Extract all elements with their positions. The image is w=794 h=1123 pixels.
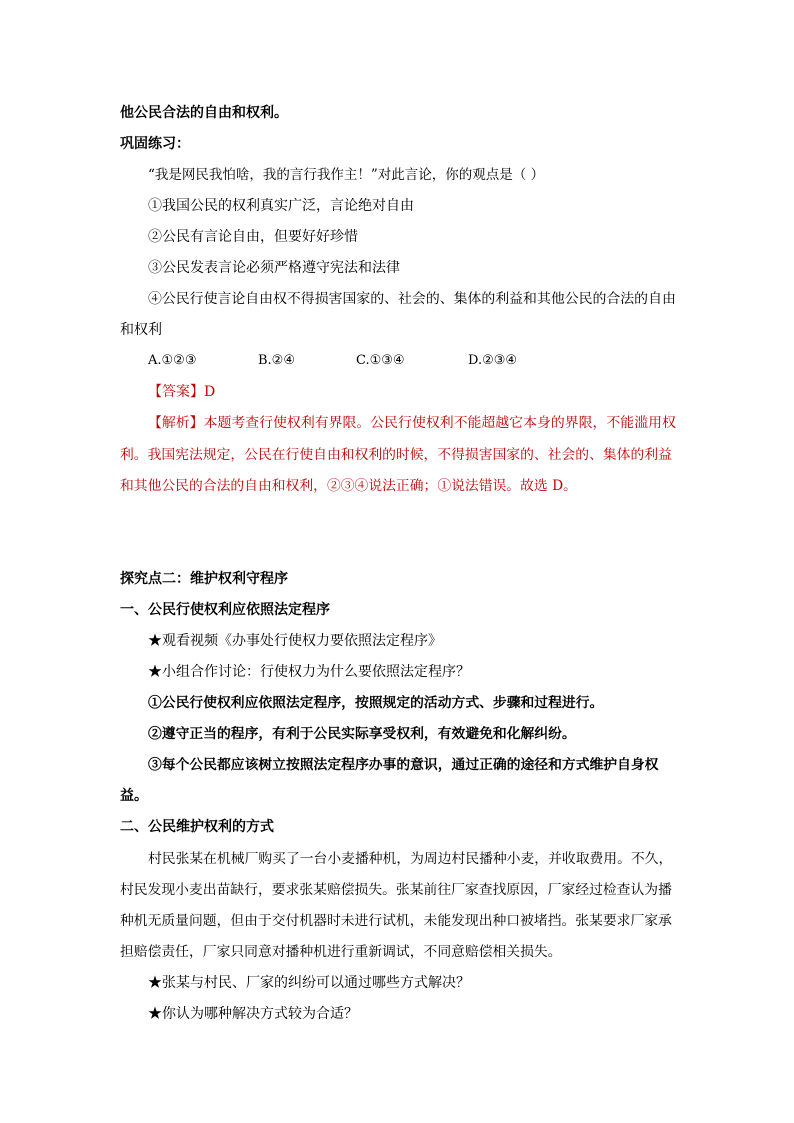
case-line-4: 担赔偿责任，厂家只同意对播种机进行重新调试，不同意赔偿相关损失。 [120, 944, 562, 960]
intro-tail: 他公民合法的自由和权利。 [120, 105, 288, 121]
analysis-label: 【解析】 [148, 415, 204, 431]
case-line-3: 种机无质量问题，但由于交付机器时未进行试机，未能发现出种口被堵挡。张某要求厂家承 [120, 913, 672, 929]
option-d: D.②③④ [468, 353, 518, 368]
case-line-1: 村民张某在机械厂购买了一台小麦播种机，为周边村民播种小麦，并收取费用。不久， [148, 851, 673, 867]
practice-heading: 巩固练习： [120, 136, 190, 152]
sub1-heading: 一、公民行使权利应依照法定程序 [120, 602, 330, 618]
practice-question: “我是网民我怕啥，我的言行我作主！”对此言论，你的观点是（ ） [148, 167, 545, 183]
statement-4-cont: 和权利 [120, 322, 162, 338]
option-a: A.①②③ [148, 353, 197, 368]
sub2-heading: 二、公民维护权利的方式 [120, 819, 274, 835]
star-discussion: ★小组合作讨论：行使权力为什么要依照法定程序？ [148, 664, 470, 680]
answer-options [148, 352, 517, 370]
option-b: B.②④ [258, 353, 295, 368]
analysis-line-3: 和其他公民的合法的自由和权利，②③④说法正确；①说法错误。故选 D。 [120, 478, 577, 494]
case-line-2: 村民发现小麦出苗缺行，要求张某赔偿损失。张某前往厂家查找原因，厂家经过检查认为播 [120, 882, 672, 898]
point-2: ②遵守正当的程序，有利于公民实际享受权利，有效避免和化解纠纷。 [148, 726, 576, 742]
statement-2: ②公民有言论自由，但要好好珍惜 [148, 229, 358, 245]
analysis-line-1 [148, 414, 676, 432]
statement-3: ③公民发表言论必须严格遵守宪法和法律 [148, 260, 400, 276]
case-question-1: ★张某与村民、厂家的纠纷可以通过哪些方式解决？ [148, 975, 470, 991]
point-3: ③每个公民都应该树立按照法定程序办事的意识，通过正确的途径和方式维护自身权 [148, 757, 659, 773]
star-watch-video: ★观看视频《办事处行使权力要依照法定程序》 [148, 633, 442, 649]
answer-label: 【答案】 [148, 384, 204, 400]
point-3-cont: 益。 [120, 788, 148, 804]
section-title: 探究点二：维护权利守程序 [120, 571, 288, 587]
case-question-2: ★你认为哪种解决方式较为合适？ [148, 1006, 358, 1022]
answer-line [148, 383, 215, 401]
analysis-text-1: 本题考查行使权利有界限。公民行使权利不能超越它本身的界限，不能滥用权 [203, 415, 676, 431]
analysis-line-2: 利。我国宪法规定，公民在行使自由和权利的时候，不得损害国家的、社会的、集体的利益 [120, 447, 672, 463]
statement-1: ①我国公民的权利真实广泛，言论绝对自由 [148, 198, 414, 214]
point-1: ①公民行使权利应依照法定程序，按照规定的活动方式、步骤和过程进行。 [148, 695, 604, 711]
option-c: C.①③④ [356, 353, 405, 368]
answer-value: D [204, 384, 216, 400]
statement-4: ④公民行使言论自由权不得损害国家的、社会的、集体的利益和其他公民的合法的自由 [148, 291, 676, 307]
